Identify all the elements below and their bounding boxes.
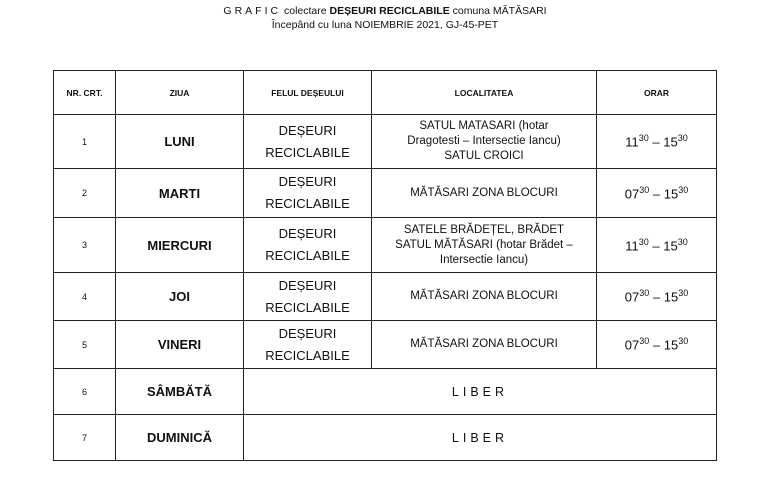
end-minute: 30	[677, 133, 688, 144]
table-row	[54, 169, 717, 218]
table-row	[54, 321, 717, 369]
title-waste-type: DEȘEURI RECICLABILE	[329, 5, 450, 17]
row-free-day: LIBER	[244, 415, 717, 461]
row-schedule	[597, 115, 717, 169]
end-minute: 30	[678, 288, 689, 299]
end-minute: 30	[678, 336, 689, 347]
locality-line2: Dragotesti – Intersectie Iancu)	[407, 135, 561, 147]
row-number: 1	[54, 115, 116, 169]
start-hour: 07	[624, 289, 640, 305]
end-hour: 15	[663, 186, 679, 202]
row-waste-type	[244, 115, 372, 169]
waste-type-line2: RECICLABILE	[265, 196, 350, 211]
end-minute: 30	[677, 236, 688, 247]
row-day: LUNI	[116, 115, 244, 169]
row-number: 3	[54, 218, 116, 273]
row-day: SÂMBĂTĂ	[116, 369, 244, 415]
time-separator: –	[649, 289, 664, 305]
row-day: VINERI	[116, 321, 244, 369]
row-locality	[372, 273, 597, 321]
end-hour: 15	[663, 134, 678, 150]
column-header-locality: LOCALITATEA	[372, 71, 597, 115]
table-row	[54, 218, 717, 273]
row-waste-type	[244, 273, 372, 321]
row-waste-type	[244, 169, 372, 218]
locality-line1: MĂTĂSARI ZONA BLOCURI	[410, 338, 558, 350]
row-schedule	[597, 218, 717, 273]
waste-type-line2: RECICLABILE	[265, 248, 350, 263]
row-schedule	[597, 273, 717, 321]
waste-type-line1: DEȘEURI	[278, 277, 337, 293]
row-waste-type	[244, 218, 372, 273]
waste-type-line2: RECICLABILE	[265, 299, 350, 315]
row-day: JOI	[116, 273, 244, 321]
time-separator: –	[648, 134, 664, 150]
column-header-nr: NR. CRT.	[54, 71, 116, 115]
start-minute: 30	[638, 236, 649, 247]
waste-type-line1: DEȘEURI	[278, 325, 337, 341]
row-locality	[372, 115, 597, 169]
start-minute: 30	[639, 288, 650, 299]
row-day: MARTI	[116, 169, 244, 218]
table-row	[54, 115, 717, 169]
document-subtitle: Începând cu luna NOIEMBRIE 2021, GJ-45-PET	[271, 19, 499, 31]
waste-type-line1: DEȘEURI	[278, 174, 337, 189]
title-commune: comuna MĂTĂSARI	[452, 5, 547, 17]
end-hour: 15	[663, 238, 678, 254]
start-hour: 11	[625, 134, 639, 150]
locality-line1: MĂTĂSARI ZONA BLOCURI	[410, 186, 558, 199]
locality-line1: SATELE BRĂDEȚEL, BRĂDET	[403, 223, 565, 236]
column-header-waste-type: FELUL DEȘEULUI	[244, 71, 372, 115]
collection-schedule-table	[53, 70, 717, 461]
start-minute: 30	[639, 336, 650, 347]
row-schedule	[597, 321, 717, 369]
row-number: 4	[54, 273, 116, 321]
table-row	[54, 369, 717, 415]
locality-line3: SATUL CROICI	[444, 150, 524, 162]
end-hour: 15	[663, 289, 679, 305]
end-minute: 30	[678, 184, 689, 195]
locality-line1: SATUL MATASARI (hotar	[419, 120, 549, 132]
start-minute: 30	[638, 133, 649, 144]
document-title	[0, 4, 770, 18]
row-locality	[372, 169, 597, 218]
waste-type-line1: DEȘEURI	[278, 122, 337, 138]
row-schedule	[597, 169, 717, 218]
row-number: 6	[54, 369, 116, 415]
title-grafic: GRAFIC	[223, 5, 282, 17]
row-locality	[372, 321, 597, 369]
column-header-day: ZIUA	[116, 71, 244, 115]
row-day: DUMINICĂ	[116, 415, 244, 461]
row-number: 2	[54, 169, 116, 218]
waste-type-line2: RECICLABILE	[265, 144, 350, 160]
end-hour: 15	[663, 337, 679, 353]
start-minute: 30	[639, 184, 650, 195]
locality-line2: SATUL MĂTĂSARI (hotar Brădet –	[395, 238, 573, 251]
time-separator: –	[648, 238, 664, 254]
row-waste-type	[244, 321, 372, 369]
title-colectare: colectare	[284, 5, 327, 17]
row-locality	[372, 218, 597, 273]
start-hour: 11	[625, 238, 639, 254]
time-separator: –	[649, 337, 664, 353]
column-header-schedule: ORAR	[597, 71, 717, 115]
table-row	[54, 273, 717, 321]
table-row	[54, 415, 717, 461]
time-separator: –	[649, 186, 664, 202]
locality-line3: Intersectie Iancu)	[439, 253, 529, 266]
start-hour: 07	[624, 337, 640, 353]
table-header-row	[54, 71, 717, 115]
start-hour: 07	[624, 186, 640, 202]
row-free-day: LIBER	[244, 369, 717, 415]
row-day: MIERCURI	[116, 218, 244, 273]
row-number: 5	[54, 321, 116, 369]
waste-type-line1: DEȘEURI	[278, 226, 337, 241]
locality-line1: MĂTĂSARI ZONA BLOCURI	[410, 290, 558, 302]
waste-type-line2: RECICLABILE	[265, 347, 350, 363]
row-number: 7	[54, 415, 116, 461]
